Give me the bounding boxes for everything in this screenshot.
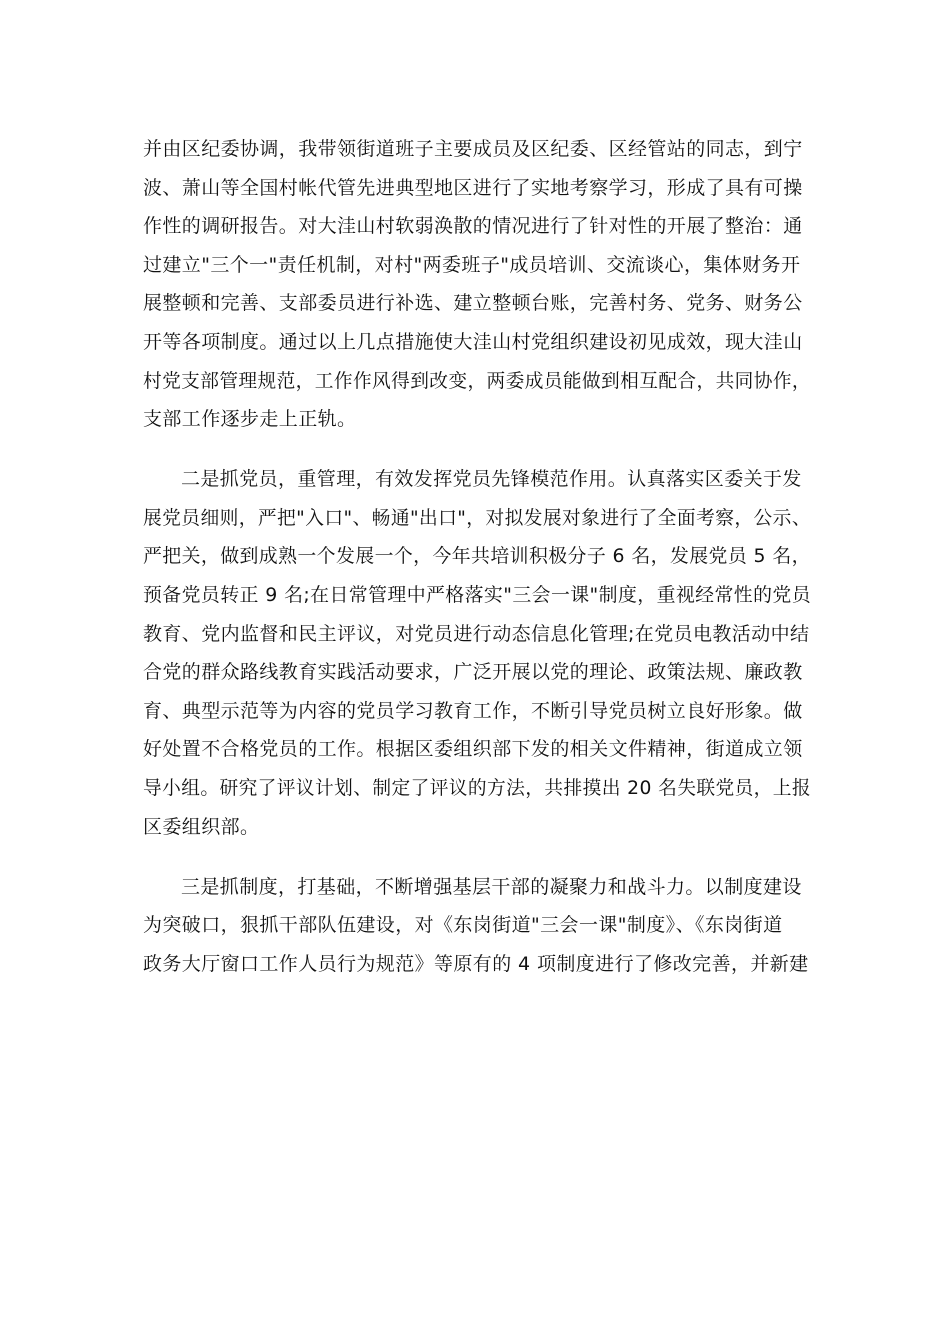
text-line-indented: 三是抓制度，打基础，不断增强基层干部的凝聚力和战斗力。以制度建设 [181, 875, 802, 898]
text-line: 育、典型示范等为内容的党员学习教育工作，不断引导党员树立良好形象。做 [143, 699, 803, 722]
text-line: 政务大厅窗口工作人员行为规范》等原有的 4 项制度进行了修改完善，并新建 [143, 952, 809, 975]
text-line: 合党的群众路线教育实践活动要求，广泛开展以党的理论、政策法规、廉政教 [143, 661, 803, 684]
text-line: 预备党员转正 9 名;在日常管理中严格落实"三会一课"制度，重视经常性的党员 [143, 584, 812, 607]
text-line-indented: 二是抓党员，重管理，有效发挥党员先锋模范作用。认真落实区委关于发 [181, 468, 802, 491]
paragraph-3 [143, 868, 811, 984]
text-line: 导小组。研究了评议计划、制定了评议的方法，共排摸出 20 名失联党员，上报 [143, 777, 812, 799]
paragraph-2 [143, 460, 811, 846]
text-line: 作性的调研报告。对大洼山村软弱涣散的情况进行了针对性的开展了整治：通 [143, 215, 803, 238]
text-line: 展党员细则，严把"入口"、畅通"出口"，对拟发展对象进行了全面考察，公示、 [143, 506, 811, 529]
paragraph-1 [143, 130, 811, 439]
text-line: 波、萧山等全国村帐代管先进典型地区进行了实地考察学习，形成了具有可操 [143, 176, 803, 199]
text-line: 支部工作逐步走上正轨。 [143, 408, 357, 431]
text-line: 好处置不合格党员的工作。根据区委组织部下发的相关文件精神，街道成立领 [143, 738, 803, 761]
text-line: 教育、党内监督和民主评议，对党员进行动态信息化管理;在党员电教活动中结 [143, 622, 810, 645]
text-line: 区委组织部。 [143, 815, 260, 838]
paragraph-spacing [143, 439, 811, 461]
text-line: 村党支部管理规范，工作作风得到改变，两委成员能做到相互配合，共同协作， [143, 369, 812, 392]
document-body [143, 130, 811, 983]
text-line: 展整顿和完善、支部委员进行补选、建立整顿台账，完善村务、党务、财务公 [143, 292, 803, 315]
text-line: 过建立"三个一"责任机制，对村"两委班子"成员培训、交流谈心，集体财务开 [143, 253, 801, 276]
text-line: 严把关，做到成熟一个发展一个，今年共培训积极分子 6 名，发展党员 5 名， [143, 545, 811, 568]
paragraph-spacing [143, 846, 811, 868]
text-line: 并由区纪委协调，我带领街道班子主要成员及区纪委、区经管站的同志，到宁 [143, 138, 803, 160]
text-line: 为突破口，狠抓干部队伍建设，对《东岗街道"三会一课"制度》、《东岗街道 [143, 914, 783, 937]
text-line: 开等各项制度。通过以上几点措施使大洼山村党组织建设初见成效，现大洼山 [143, 330, 803, 353]
